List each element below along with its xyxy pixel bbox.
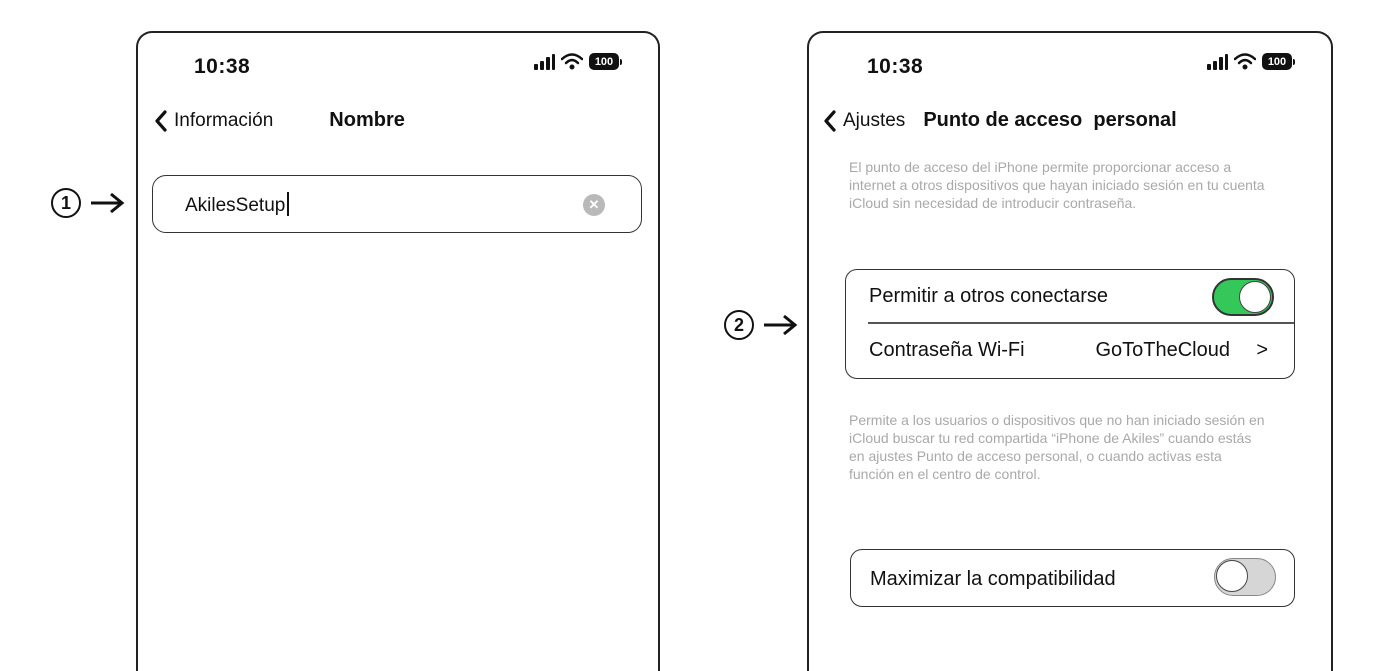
phone-screen-hotspot	[807, 31, 1333, 671]
battery-icon: 100	[589, 53, 619, 70]
callout-1	[51, 188, 125, 218]
wifi-password-row[interactable]	[846, 324, 1294, 376]
wifi-password-value: GoToTheCloud	[1095, 339, 1230, 361]
back-label: Información	[174, 109, 274, 131]
name-input-value: AkilesSetup	[185, 195, 286, 216]
name-input-value-wrap	[185, 192, 289, 217]
allow-others-toggle[interactable]	[1212, 278, 1274, 316]
clear-text-button[interactable]	[583, 194, 605, 216]
toggle-knob	[1239, 281, 1271, 313]
step-number-badge: 1	[51, 188, 81, 218]
signal-icon	[533, 54, 555, 70]
signal-icon	[1206, 54, 1228, 70]
step-number-badge: 2	[724, 310, 754, 340]
page-title: Nombre	[329, 109, 405, 131]
maximize-compat-label: Maximizar la compatibilidad	[870, 568, 1116, 590]
toggle-knob	[1216, 560, 1248, 592]
status-icons	[1206, 53, 1295, 70]
maximize-compat-row	[851, 550, 1294, 602]
hotspot-description: El punto de acceso del iPhone permite proporcionar acceso a internet a otros dispositivos que hayan iniciado sesión en tu cuenta iCloud sin necesidad de introducir contraseña.	[849, 159, 1265, 211]
status-time: 10:38	[194, 55, 251, 78]
chevron-left-icon	[154, 110, 168, 132]
back-label: Ajustes	[843, 109, 906, 131]
back-button[interactable]	[154, 110, 273, 132]
text-cursor	[287, 192, 289, 216]
wifi-icon	[561, 53, 583, 70]
name-input[interactable]	[152, 175, 642, 233]
compatibility-group	[850, 549, 1295, 607]
battery-icon: 100	[1262, 53, 1292, 70]
wifi-password-label: Contraseña Wi-Fi	[869, 339, 1025, 361]
status-icons	[533, 53, 622, 70]
status-time: 10:38	[867, 55, 924, 78]
close-icon: ✕	[588, 197, 600, 212]
nav-bar	[154, 109, 405, 132]
phone-screen-name	[136, 31, 660, 671]
wifi-icon	[1234, 53, 1256, 70]
back-button[interactable]	[823, 110, 905, 132]
battery-tip	[1293, 59, 1295, 65]
chevron-left-icon	[823, 110, 837, 132]
allow-others-label: Permitir a otros conectarse	[869, 285, 1108, 307]
battery-tip	[620, 59, 622, 65]
allow-others-row	[846, 270, 1294, 322]
arrow-right-icon	[89, 192, 125, 214]
nav-bar	[823, 109, 1177, 132]
maximize-compat-toggle[interactable]	[1214, 558, 1276, 596]
compatibility-description: Permite a los usuarios o dispositivos que no han iniciado sesión en iCloud buscar tu red compartida “iPhone de Akiles” cuando estás en ajustes Punto de acceso personal, o cuando activas esta función en el centro de control.	[849, 412, 1265, 482]
callout-2	[724, 310, 798, 340]
chevron-right-icon: >	[1256, 339, 1268, 361]
hotspot-settings-group	[845, 269, 1295, 379]
page-title: Punto de acceso personal	[923, 109, 1177, 131]
arrow-right-icon	[762, 314, 798, 336]
